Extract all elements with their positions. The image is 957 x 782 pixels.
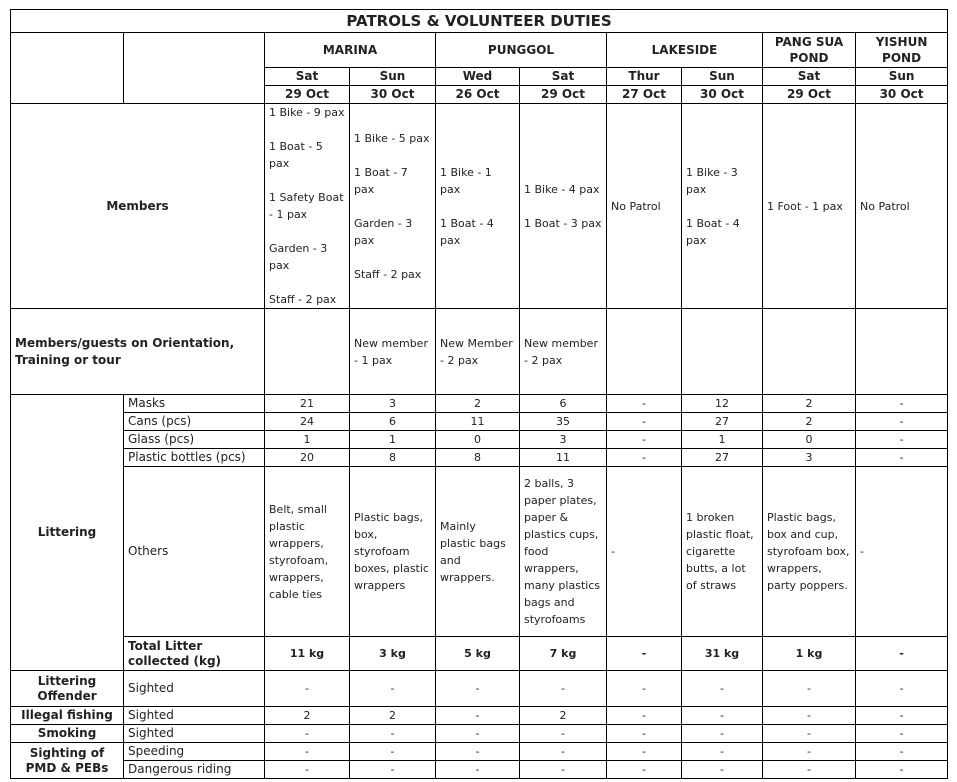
pmd-value: - [350, 761, 436, 779]
offender-sub: Sighted [124, 671, 265, 707]
fishing-label: Illegal fishing [11, 707, 124, 725]
fishing-value: - [856, 707, 948, 725]
smoking-sub: Sighted [124, 725, 265, 743]
litter-row-label: Glass (pcs) [124, 431, 265, 449]
pmd-value: - [607, 743, 682, 761]
location-header: PANG SUA POND [763, 33, 856, 68]
fishing-sub: Sighted [124, 707, 265, 725]
litter-value: 6 [350, 413, 436, 431]
orientation-cell: New member - 1 pax [350, 309, 436, 395]
total-litter-value: 1 kg [763, 637, 856, 671]
fishing-value: - [682, 707, 763, 725]
litter-value: 0 [436, 431, 520, 449]
litter-value: - [856, 413, 948, 431]
pmd-value: - [682, 743, 763, 761]
total-litter-value: - [607, 637, 682, 671]
fishing-value: 2 [265, 707, 350, 725]
others-cell: Plastic bags, box and cup, styrofoam box, wrappers, party poppers. [763, 467, 856, 637]
pmd-value: - [265, 761, 350, 779]
litter-value: - [856, 431, 948, 449]
litter-value: 8 [436, 449, 520, 467]
corner-cell-2 [124, 33, 265, 104]
offender-value: - [265, 671, 350, 707]
others-cell: Belt, small plastic wrappers, styrofoam, wrappers, cable ties [265, 467, 350, 637]
litter-value: 8 [350, 449, 436, 467]
litter-row-label: Cans (pcs) [124, 413, 265, 431]
others-label: Others [124, 467, 265, 637]
location-header: PUNGGOL [436, 33, 607, 68]
day-header: Sat [520, 68, 607, 86]
fishing-value: 2 [520, 707, 607, 725]
litter-value: 11 [436, 413, 520, 431]
members-cell: 1 Bike - 5 pax 1 Boat - 7 pax Garden - 3 pax Staff - 2 pax [350, 104, 436, 309]
members-cell: No Patrol [607, 104, 682, 309]
others-cell: Plastic bags, box, styrofoam boxes, plastic wrappers [350, 467, 436, 637]
date-header: 27 Oct [607, 86, 682, 104]
day-header: Sun [856, 68, 948, 86]
corner-cell-1 [11, 33, 124, 104]
litter-value: 1 [682, 431, 763, 449]
litter-value: 2 [763, 395, 856, 413]
orientation-cell [607, 309, 682, 395]
others-cell: 2 balls, 3 paper plates, paper & plastics cups, food wrappers, many plastics bags and styrofoams [520, 467, 607, 637]
orientation-cell [763, 309, 856, 395]
day-header: Sun [682, 68, 763, 86]
pmd-value: - [436, 743, 520, 761]
litter-value: 0 [763, 431, 856, 449]
date-header: 30 Oct [856, 86, 948, 104]
smoking-value: - [520, 725, 607, 743]
litter-value: 27 [682, 449, 763, 467]
fishing-value: 2 [350, 707, 436, 725]
date-header: 29 Oct [763, 86, 856, 104]
pmd-value: - [350, 743, 436, 761]
members-cell: 1 Bike - 4 pax 1 Boat - 3 pax [520, 104, 607, 309]
date-header: 30 Oct [350, 86, 436, 104]
fishing-value: - [607, 707, 682, 725]
offender-value: - [436, 671, 520, 707]
pmd-value: - [856, 761, 948, 779]
litter-value: 3 [350, 395, 436, 413]
day-header: Sun [350, 68, 436, 86]
littering-label: Littering [11, 395, 124, 671]
offender-value: - [350, 671, 436, 707]
litter-row-label: Masks [124, 395, 265, 413]
pmd-value: - [520, 761, 607, 779]
members-cell: 1 Foot - 1 pax [763, 104, 856, 309]
members-cell: 1 Bike - 9 pax 1 Boat - 5 pax 1 Safety Boat - 1 pax Garden - 3 pax Staff - 2 pax [265, 104, 350, 309]
others-cell: 1 broken plastic float, cigarette butts, a lot of straws [682, 467, 763, 637]
total-litter-value: 5 kg [436, 637, 520, 671]
litter-value: 35 [520, 413, 607, 431]
offender-value: - [682, 671, 763, 707]
date-header: 30 Oct [682, 86, 763, 104]
litter-value: 24 [265, 413, 350, 431]
orientation-cell [856, 309, 948, 395]
litter-value: - [607, 431, 682, 449]
members-label: Members [11, 104, 265, 309]
litter-value: - [856, 449, 948, 467]
litter-value: - [607, 413, 682, 431]
location-header: MARINA [265, 33, 436, 68]
pmd-value: - [682, 761, 763, 779]
pmd-value: - [520, 743, 607, 761]
date-header: 29 Oct [520, 86, 607, 104]
litter-value: 12 [682, 395, 763, 413]
litter-row-label: Plastic bottles (pcs) [124, 449, 265, 467]
litter-value: 21 [265, 395, 350, 413]
litter-value: - [856, 395, 948, 413]
total-litter-label: Total Litter collected (kg) [124, 637, 265, 671]
litter-value: 2 [436, 395, 520, 413]
total-litter-value: 7 kg [520, 637, 607, 671]
members-cell: 1 Bike - 3 pax 1 Boat - 4 pax [682, 104, 763, 309]
pmd-value: - [436, 761, 520, 779]
litter-value: 27 [682, 413, 763, 431]
pmd-value: - [265, 743, 350, 761]
others-cell: Mainly plastic bags and wrappers. [436, 467, 520, 637]
litter-value: 3 [520, 431, 607, 449]
offender-value: - [520, 671, 607, 707]
total-litter-value: 31 kg [682, 637, 763, 671]
litter-value: - [607, 395, 682, 413]
litter-value: 3 [763, 449, 856, 467]
pmd-row-label: Dangerous riding [124, 761, 265, 779]
orientation-cell [265, 309, 350, 395]
patrols-table [10, 9, 948, 779]
litter-value: 11 [520, 449, 607, 467]
smoking-value: - [607, 725, 682, 743]
offender-value: - [763, 671, 856, 707]
day-header: Wed [436, 68, 520, 86]
pmd-value: - [763, 743, 856, 761]
offender-label: Littering Offender [11, 671, 124, 707]
litter-value: - [607, 449, 682, 467]
date-header: 26 Oct [436, 86, 520, 104]
litter-value: 20 [265, 449, 350, 467]
fishing-value: - [763, 707, 856, 725]
members-cell: 1 Bike - 1 pax 1 Boat - 4 pax [436, 104, 520, 309]
smoking-value: - [763, 725, 856, 743]
day-header: Sat [763, 68, 856, 86]
smoking-value: - [350, 725, 436, 743]
fishing-value: - [436, 707, 520, 725]
day-header: Thur [607, 68, 682, 86]
pmd-value: - [763, 761, 856, 779]
day-header: Sat [265, 68, 350, 86]
orientation-cell: New Member - 2 pax [436, 309, 520, 395]
offender-value: - [607, 671, 682, 707]
litter-value: 1 [350, 431, 436, 449]
pmd-value: - [856, 743, 948, 761]
litter-value: 1 [265, 431, 350, 449]
smoking-value: - [436, 725, 520, 743]
location-header: LAKESIDE [607, 33, 763, 68]
table-title: PATROLS & VOLUNTEER DUTIES [11, 10, 948, 33]
others-cell: - [607, 467, 682, 637]
offender-value: - [856, 671, 948, 707]
date-header: 29 Oct [265, 86, 350, 104]
others-cell: - [856, 467, 948, 637]
pmd-value: - [607, 761, 682, 779]
orientation-cell: New member - 2 pax [520, 309, 607, 395]
pmd-label: Sighting of PMD & PEBs [11, 743, 124, 779]
smoking-value: - [682, 725, 763, 743]
litter-value: 2 [763, 413, 856, 431]
pmd-row-label: Speeding [124, 743, 265, 761]
total-litter-value: 11 kg [265, 637, 350, 671]
total-litter-value: 3 kg [350, 637, 436, 671]
smoking-value: - [856, 725, 948, 743]
orientation-label: Members/guests on Orientation, Training or tour [11, 309, 265, 395]
orientation-cell [682, 309, 763, 395]
members-cell: No Patrol [856, 104, 948, 309]
litter-value: 6 [520, 395, 607, 413]
total-litter-value: - [856, 637, 948, 671]
location-header: YISHUN POND [856, 33, 948, 68]
smoking-label: Smoking [11, 725, 124, 743]
smoking-value: - [265, 725, 350, 743]
